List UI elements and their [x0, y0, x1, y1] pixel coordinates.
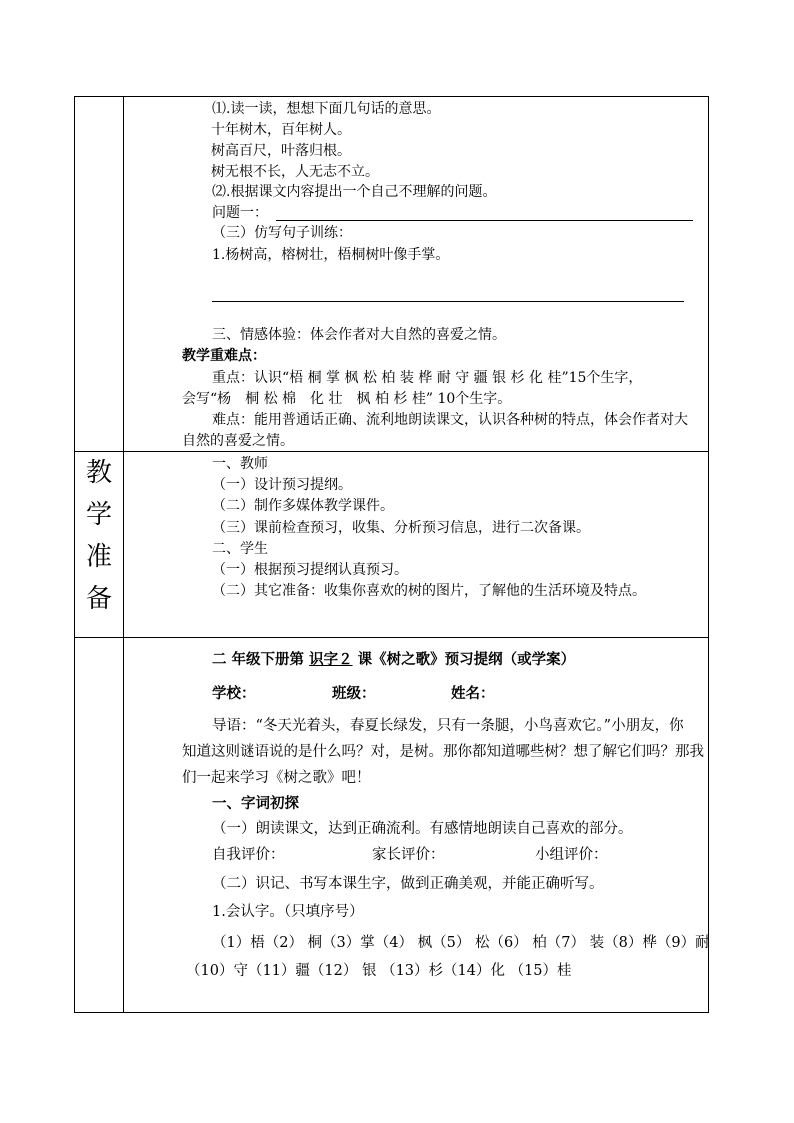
preparation-row — [75, 452, 709, 638]
text-line: （一）朗读课文，达到正确流利。有感情地朗读自己喜欢的部分。 — [212, 821, 633, 837]
objectives-label-cell — [75, 97, 124, 452]
objectives-content-cell — [124, 97, 709, 452]
text-line: 一、教师 — [212, 456, 268, 472]
text-line: 会写“杨 桐 松 棉 化 壮 枫 柏 杉 桂” 10个生字。 — [182, 391, 512, 407]
text-line: ⑴.读一读，想想下面几句话的意思。 — [212, 101, 441, 117]
text-line: （二）识记、书写本课生字，做到正确美观，并能正确听写。 — [212, 876, 604, 892]
side-char: 教 — [85, 458, 113, 488]
side-char: 备 — [85, 584, 113, 614]
text-line: （一）根据预习提纲认真预习。 — [212, 562, 408, 578]
char-list-line: （10）守（11）疆（12） 银 （13）杉（14）化 （15）桂 — [186, 963, 572, 979]
title-suffix: 课《树之歌》预习提纲（或学案） — [352, 651, 576, 668]
text-line: 1.杨树高，榕树壮，梧桐树叶像手掌。 — [212, 247, 450, 263]
char-list-line: （1）梧（2） 桐（3）掌（4） 枫（5） 松（6） 柏（7） 装（8）桦（9）耐 — [212, 935, 710, 951]
name-label: 姓名： — [451, 685, 495, 702]
text-line: （三）仿写句子训练： — [212, 225, 352, 241]
section-heading: 教学重难点： — [182, 348, 266, 364]
parent-eval-label: 家长评价： — [372, 847, 445, 863]
text-line: 重点：认识“梧 桐 掌 枫 松 柏 装 桦 耐 守 疆 银 杉 化 桂”15个生字， — [212, 370, 643, 386]
text-line: （二）其它准备：收集你喜欢的树的图片，了解他的生活环境及特点。 — [212, 583, 646, 599]
text-line: ⑵.根据课文内容提出一个自己不理解的问题。 — [212, 184, 497, 200]
objectives-row — [75, 97, 709, 452]
side-char: 准 — [85, 542, 113, 572]
text-line: （一）设计预习提纲。 — [212, 477, 352, 493]
text-line: 十年树木，百年树人。 — [211, 122, 351, 138]
text-line: 三、情感体验：体会作者对大自然的喜爱之情。 — [212, 327, 506, 343]
intro-line: 们一起来学习《树之歌》吧！ — [182, 770, 371, 786]
text-line: 树高百尺，叶落归根。 — [211, 143, 351, 159]
preparation-label-cell — [75, 452, 124, 638]
title-prefix: 二 年级下册第 — [212, 651, 310, 668]
text-line: 1.会认字。（只填序号） — [212, 904, 364, 920]
group-eval-label: 小组评价： — [535, 847, 608, 863]
text-line: 自然的喜爱之情。 — [182, 433, 294, 449]
text-line: （三）课前检查预习，收集、分析预习信息，进行二次备课。 — [212, 520, 590, 536]
study-guide-label-cell — [75, 638, 124, 1013]
school-label: 学校： — [212, 685, 256, 702]
side-char: 学 — [85, 500, 113, 530]
section-heading: 一、字词初探 — [212, 795, 299, 812]
intro-line: 知道这则谜语说的是什么吗？对，是树。那你都知道哪些树？想了解它们吗？那我 — [182, 744, 704, 760]
preparation-content-cell — [124, 452, 709, 638]
lesson-plan-table — [74, 96, 709, 1013]
self-eval-label: 自我评价： — [212, 847, 285, 863]
guide-title — [212, 651, 575, 669]
answer-blank[interactable] — [276, 220, 693, 221]
text-line: 问题一： — [212, 205, 268, 221]
text-line: 难点：能用普通话正确、流利地朗读课文，认识各种树的特点，体会作者对大 — [212, 412, 688, 428]
text-line: 二、学生 — [212, 541, 268, 557]
intro-line: 导语：“冬天光着头，春夏长绿发，只有一条腿，小鸟喜欢它。”小朋友，你 — [212, 718, 684, 734]
answer-blank[interactable] — [212, 301, 684, 302]
class-label: 班级： — [332, 685, 376, 702]
lesson-link[interactable]: 识字２ — [309, 651, 353, 668]
text-line: （二）制作多媒体教学课件。 — [212, 498, 394, 514]
study-guide-row — [75, 638, 709, 1013]
text-line: 树无根不长，人无志不立。 — [211, 164, 379, 180]
study-guide-content-cell — [124, 638, 709, 1013]
